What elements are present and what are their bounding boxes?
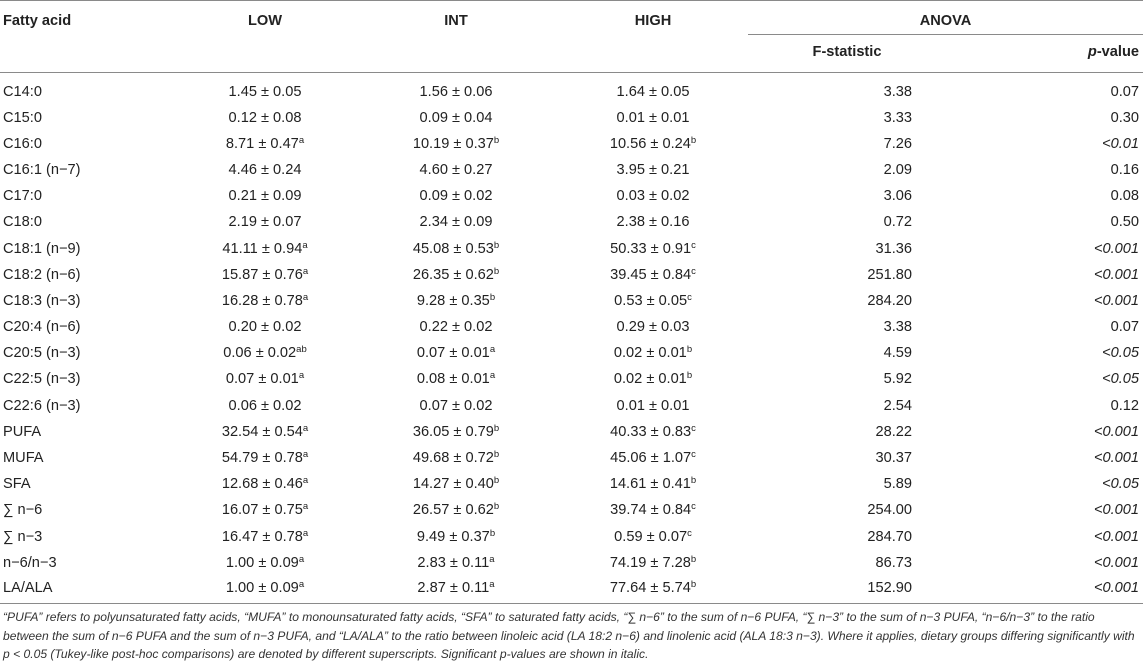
cell-f-statistic: 254.00	[867, 502, 912, 519]
table-row	[0, 524, 1143, 550]
cell-f-statistic: 284.20	[867, 292, 912, 309]
cell-low-superscript: a	[302, 422, 309, 434]
cell-int-value: 26.57 ± 0.62	[412, 502, 494, 519]
cell-p-value: <0.001	[1093, 450, 1139, 467]
cell-int-value: 1.56 ± 0.06	[419, 83, 493, 100]
cell-low	[176, 209, 354, 235]
cell-f-statistic: 4.59	[883, 345, 912, 362]
cell-high	[558, 366, 748, 392]
cell-high	[558, 576, 748, 604]
cell-low	[176, 183, 354, 209]
table-row	[0, 366, 1143, 392]
cell-int-value: 0.08 ± 0.01	[416, 371, 490, 388]
cell-int-value: 9.28 ± 0.35	[416, 292, 490, 309]
header-anova: ANOVA	[748, 1, 1143, 35]
cell-low-value: 16.47 ± 0.78	[221, 528, 303, 545]
cell-high-value: 1.64 ± 0.05	[616, 83, 690, 100]
cell-high-value: 39.45 ± 0.84	[610, 266, 692, 283]
header-p-value	[946, 35, 1143, 73]
cell-int	[354, 262, 558, 288]
cell-high-value: 39.74 ± 0.84	[610, 502, 692, 519]
cell-high	[558, 183, 748, 209]
header-p-italic: p	[1087, 44, 1097, 60]
header-fatty-acid: Fatty acid	[0, 1, 176, 73]
cell-low-value: 32.54 ± 0.54	[221, 423, 303, 440]
cell-high-value: 2.38 ± 0.16	[616, 214, 690, 231]
cell-int-superscript: a	[489, 370, 496, 382]
cell-low-superscript: a	[302, 527, 309, 539]
header-low: LOW	[176, 1, 354, 73]
cell-f-statistic: 5.92	[883, 371, 912, 388]
cell-f-statistic: 284.70	[867, 528, 912, 545]
cell-high	[558, 105, 748, 131]
table-row	[0, 262, 1143, 288]
table-row	[0, 131, 1143, 157]
cell-int-superscript: a	[489, 553, 495, 565]
cell-f-statistic: 5.89	[883, 476, 912, 493]
table-row	[0, 235, 1143, 261]
table-row	[0, 105, 1143, 131]
cell-low-value: 1.00 ± 0.09	[225, 580, 299, 597]
cell-low	[176, 131, 354, 157]
cell-int-superscript: a	[489, 344, 496, 356]
cell-low	[176, 157, 354, 183]
cell-int-superscript: b	[493, 501, 500, 513]
cell-low-superscript: a	[298, 134, 305, 146]
table-row	[0, 157, 1143, 183]
table-row	[0, 576, 1143, 604]
cell-int	[354, 314, 558, 340]
cell-fatty-acid: ∑ n−6	[3, 502, 43, 519]
cell-high-value: 0.03 ± 0.02	[616, 188, 690, 205]
cell-int-superscript: b	[493, 449, 500, 461]
cell-f-statistic: 152.90	[748, 576, 946, 604]
cell-int-superscript: b	[489, 291, 496, 303]
table-row	[0, 471, 1143, 497]
cell-low	[176, 497, 354, 523]
cell-high-superscript: c	[687, 527, 692, 539]
cell-f-statistic: 31.36	[875, 240, 912, 257]
cell-high-value: 10.56 ± 0.24	[609, 135, 691, 152]
cell-fatty-acid: n−6/n−3	[3, 554, 57, 571]
cell-fatty-acid: SFA	[3, 476, 31, 493]
cell-fatty-acid: LA/ALA	[0, 576, 176, 604]
cell-high-value: 77.64 ± 5.74	[609, 580, 691, 597]
cell-high-superscript: c	[691, 449, 696, 461]
cell-int	[354, 497, 558, 523]
cell-low	[176, 314, 354, 340]
cell-p-value: <0.001	[1093, 502, 1139, 519]
cell-int	[354, 445, 558, 471]
table-row	[0, 340, 1143, 366]
table-body	[0, 73, 1143, 604]
cell-int-value: 2.87 ± 0.11	[417, 580, 490, 597]
cell-int	[354, 235, 558, 261]
cell-high-superscript: c	[691, 422, 696, 434]
cell-low-superscript: a	[302, 239, 308, 251]
table-footnote: “PUFA” refers to polyunsaturated fatty acids, “MUFA” to monounsaturated fatty acids, “SFA” to saturated fatty acids, “∑ n−6” to the sum of n−6 PUFA, “∑ n−3” to the sum of n−3 PUFA, “n−6/n−3” to the ratio between the sum of n−6 PUFA and the sum of n−3 PUFA, and “LA/ALA” to the ratio between linoleic acid (LA 18:2 n−6) and linolenic acid (ALA 18:3 n−3). Where it applies, dietary groups differing significantly with p < 0.05 (Tukey-like post-hoc comparisons) are denoted by different superscripts. Significant p-values are shown in italic.	[3, 610, 1135, 662]
cell-high-superscript: b	[690, 475, 697, 487]
cell-high-value: 3.95 ± 0.21	[616, 161, 690, 178]
cell-f-statistic: 30.37	[875, 450, 912, 467]
cell-int-value: 45.08 ± 0.53	[412, 240, 494, 257]
cell-int	[354, 131, 558, 157]
table-row	[0, 550, 1143, 576]
cell-low	[176, 445, 354, 471]
cell-fatty-acid: C15:0	[3, 109, 42, 126]
cell-int-value: 0.22 ± 0.02	[419, 319, 493, 336]
cell-int	[354, 157, 558, 183]
cell-low-superscript: a	[298, 579, 305, 591]
cell-p-value: <0.001	[1093, 240, 1139, 257]
cell-low-value: 0.07 ± 0.01	[225, 371, 299, 388]
cell-low-value: 1.00 ± 0.09	[225, 554, 299, 571]
cell-int	[354, 183, 558, 209]
cell-int	[354, 209, 558, 235]
cell-low-value: 0.12 ± 0.08	[228, 109, 302, 126]
cell-high-superscript: c	[687, 291, 692, 303]
cell-low	[176, 235, 354, 261]
cell-high-value: 0.29 ± 0.03	[616, 319, 690, 336]
cell-int-value: 10.19 ± 0.37	[412, 135, 494, 152]
cell-int-superscript: b	[493, 422, 500, 434]
cell-low-value: 15.87 ± 0.76	[221, 266, 303, 283]
cell-int-value: 2.34 ± 0.09	[419, 214, 493, 231]
cell-int	[354, 576, 558, 604]
header-f-statistic: F-statistic	[812, 44, 882, 60]
cell-low	[176, 366, 354, 392]
cell-low-value: 0.06 ± 0.02	[228, 397, 302, 414]
table-row	[0, 419, 1143, 445]
cell-int	[354, 393, 558, 419]
cell-high	[558, 209, 748, 235]
cell-low-value: 41.11 ± 0.94	[222, 240, 303, 257]
cell-fatty-acid: C20:4 (n−6)	[3, 319, 81, 336]
cell-int-superscript: b	[493, 239, 500, 251]
cell-int-superscript: b	[493, 265, 500, 277]
cell-low-value: 12.68 ± 0.46	[221, 476, 303, 493]
cell-int-value: 2.83 ± 0.11	[417, 554, 490, 571]
cell-low	[176, 550, 354, 576]
cell-low-value: 0.06 ± 0.02	[223, 345, 297, 362]
cell-low-superscript: a	[298, 553, 305, 565]
cell-f-statistic: 3.38	[883, 83, 912, 100]
cell-f-statistic: 2.54	[883, 397, 912, 414]
cell-fatty-acid: C18:0	[3, 214, 42, 231]
cell-high-value: 0.53 ± 0.05	[614, 292, 688, 309]
cell-fatty-acid: C18:2 (n−6)	[3, 266, 81, 283]
cell-int-value: 9.49 ± 0.37	[416, 528, 490, 545]
cell-f-statistic: 0.72	[883, 214, 912, 231]
table-header	[0, 1, 1143, 73]
cell-int-superscript: a	[489, 579, 495, 591]
cell-low-superscript: ab	[296, 344, 307, 356]
cell-p-value: 0.08	[1110, 188, 1139, 205]
cell-f-statistic: 3.38	[883, 319, 912, 336]
cell-p-value: <0.05	[1102, 371, 1139, 388]
cell-high-superscript: c	[691, 501, 696, 513]
cell-int	[354, 524, 558, 550]
cell-p-value: <0.001	[1093, 554, 1139, 571]
cell-int	[354, 366, 558, 392]
cell-high	[558, 340, 748, 366]
cell-low	[176, 288, 354, 314]
cell-f-statistic: 3.33	[883, 109, 912, 126]
cell-p-value: <0.001	[1093, 423, 1139, 440]
cell-p-value: 0.30	[1110, 109, 1139, 126]
cell-int-superscript: b	[489, 527, 496, 539]
cell-f-statistic: 28.22	[875, 423, 912, 440]
table-row	[0, 497, 1143, 523]
cell-high	[558, 524, 748, 550]
cell-high-superscript: c	[691, 239, 696, 251]
cell-high	[558, 73, 748, 105]
cell-p-value: <0.01	[1102, 135, 1139, 152]
cell-p-value: 0.50	[1110, 214, 1139, 231]
cell-high-superscript: b	[686, 370, 693, 382]
cell-f-statistic: 3.06	[883, 188, 912, 205]
cell-f-statistic: 86.73	[875, 554, 912, 571]
cell-f-statistic: 251.80	[867, 266, 912, 283]
cell-high	[558, 288, 748, 314]
cell-p-value: <0.05	[1102, 345, 1139, 362]
cell-high-value: 0.02 ± 0.01	[613, 345, 687, 362]
cell-p-value: <0.001	[1093, 528, 1139, 545]
cell-low	[176, 73, 354, 105]
cell-int	[354, 340, 558, 366]
cell-high	[558, 497, 748, 523]
cell-int	[354, 419, 558, 445]
cell-fatty-acid: C16:0	[3, 135, 42, 152]
header-int: INT	[354, 1, 558, 73]
cell-fatty-acid: C18:1 (n−9)	[3, 240, 81, 257]
cell-high	[558, 471, 748, 497]
cell-high-superscript: b	[690, 579, 697, 591]
cell-low	[176, 262, 354, 288]
table-row	[0, 314, 1143, 340]
cell-high	[558, 314, 748, 340]
cell-high	[558, 157, 748, 183]
cell-high-superscript: b	[690, 134, 697, 146]
cell-high-value: 74.19 ± 7.28	[609, 554, 691, 571]
cell-int-value: 26.35 ± 0.62	[412, 266, 494, 283]
cell-high	[558, 262, 748, 288]
cell-low-value: 1.45 ± 0.05	[228, 83, 302, 100]
cell-low	[176, 419, 354, 445]
cell-high-superscript: b	[690, 553, 697, 565]
table-row	[0, 209, 1143, 235]
cell-int-value: 49.68 ± 0.72	[412, 450, 494, 467]
cell-low	[176, 340, 354, 366]
cell-int	[354, 550, 558, 576]
cell-int-value: 0.07 ± 0.01	[416, 345, 490, 362]
cell-high-value: 0.02 ± 0.01	[613, 371, 687, 388]
cell-high-value: 0.01 ± 0.01	[616, 109, 690, 126]
cell-low-value: 4.46 ± 0.24	[228, 161, 302, 178]
cell-high-value: 45.06 ± 1.07	[610, 450, 692, 467]
cell-low-value: 8.71 ± 0.47	[225, 135, 299, 152]
cell-high	[558, 393, 748, 419]
cell-fatty-acid: MUFA	[3, 450, 44, 467]
table-row	[0, 73, 1143, 105]
cell-high	[558, 235, 748, 261]
cell-low-value: 16.07 ± 0.75	[221, 502, 303, 519]
cell-low-superscript: a	[302, 475, 309, 487]
cell-low-superscript: a	[302, 501, 309, 513]
cell-int	[354, 288, 558, 314]
table-row	[0, 445, 1143, 471]
cell-p-value: <0.001	[1093, 266, 1139, 283]
table-row	[0, 183, 1143, 209]
cell-low-value: 16.28 ± 0.78	[221, 292, 303, 309]
cell-high-value: 0.59 ± 0.07	[614, 528, 688, 545]
cell-fatty-acid: PUFA	[3, 423, 42, 440]
cell-low-superscript: a	[302, 265, 309, 277]
cell-fatty-acid: C17:0	[3, 188, 42, 205]
cell-high-value: 0.01 ± 0.01	[616, 397, 690, 414]
cell-f-statistic: 7.26	[883, 135, 912, 152]
cell-low-value: 0.20 ± 0.02	[228, 319, 302, 336]
cell-int-superscript: b	[493, 475, 500, 487]
cell-high-superscript: b	[686, 344, 693, 356]
cell-int-value: 4.60 ± 0.27	[419, 161, 493, 178]
cell-int-value: 0.09 ± 0.02	[419, 188, 493, 205]
cell-p-value: 0.07	[1110, 319, 1139, 336]
cell-p-value: <0.001	[1093, 292, 1139, 309]
cell-fatty-acid: C22:5 (n−3)	[3, 371, 81, 388]
cell-low-superscript: a	[302, 449, 309, 461]
cell-low-value: 2.19 ± 0.07	[228, 214, 302, 231]
cell-high	[558, 131, 748, 157]
cell-high	[558, 550, 748, 576]
cell-int	[354, 471, 558, 497]
cell-low-value: 0.21 ± 0.09	[228, 188, 302, 205]
cell-low-superscript: a	[302, 291, 309, 303]
header-p-rest: -value	[1096, 44, 1139, 60]
cell-high	[558, 445, 748, 471]
cell-fatty-acid: C20:5 (n−3)	[3, 345, 81, 362]
cell-int-value: 0.09 ± 0.04	[419, 109, 493, 126]
cell-fatty-acid: C22:6 (n−3)	[3, 397, 81, 414]
cell-high-superscript: c	[691, 265, 696, 277]
cell-p-value: 0.12	[1110, 397, 1139, 414]
cell-p-value: 0.07	[1110, 83, 1139, 100]
cell-high-value: 14.61 ± 0.41	[609, 476, 691, 493]
table-row	[0, 393, 1143, 419]
cell-low-value: 54.79 ± 0.78	[221, 450, 303, 467]
cell-p-value: 0.16	[1110, 161, 1139, 178]
cell-int	[354, 105, 558, 131]
header-high: HIGH	[558, 1, 748, 73]
cell-low	[176, 393, 354, 419]
cell-low	[176, 471, 354, 497]
cell-f-statistic: 2.09	[883, 161, 912, 178]
cell-high-value: 40.33 ± 0.83	[610, 423, 692, 440]
cell-low-superscript: a	[298, 370, 305, 382]
cell-fatty-acid: C16:1 (n−7)	[3, 161, 81, 178]
cell-low	[176, 576, 354, 604]
cell-int-value: 14.27 ± 0.40	[412, 476, 494, 493]
cell-p-value: <0.001	[946, 576, 1143, 604]
cell-high-value: 50.33 ± 0.91	[610, 240, 692, 257]
cell-int-value: 0.07 ± 0.02	[419, 397, 493, 414]
cell-fatty-acid: C14:0	[3, 83, 42, 100]
cell-low	[176, 524, 354, 550]
cell-fatty-acid: ∑ n−3	[3, 528, 43, 545]
cell-high	[558, 419, 748, 445]
cell-int-value: 36.05 ± 0.79	[412, 423, 494, 440]
cell-low	[176, 105, 354, 131]
cell-int-superscript: b	[493, 134, 500, 146]
table-row	[0, 288, 1143, 314]
cell-fatty-acid: C18:3 (n−3)	[3, 292, 81, 309]
cell-p-value: <0.05	[1102, 476, 1139, 493]
cell-int	[354, 73, 558, 105]
